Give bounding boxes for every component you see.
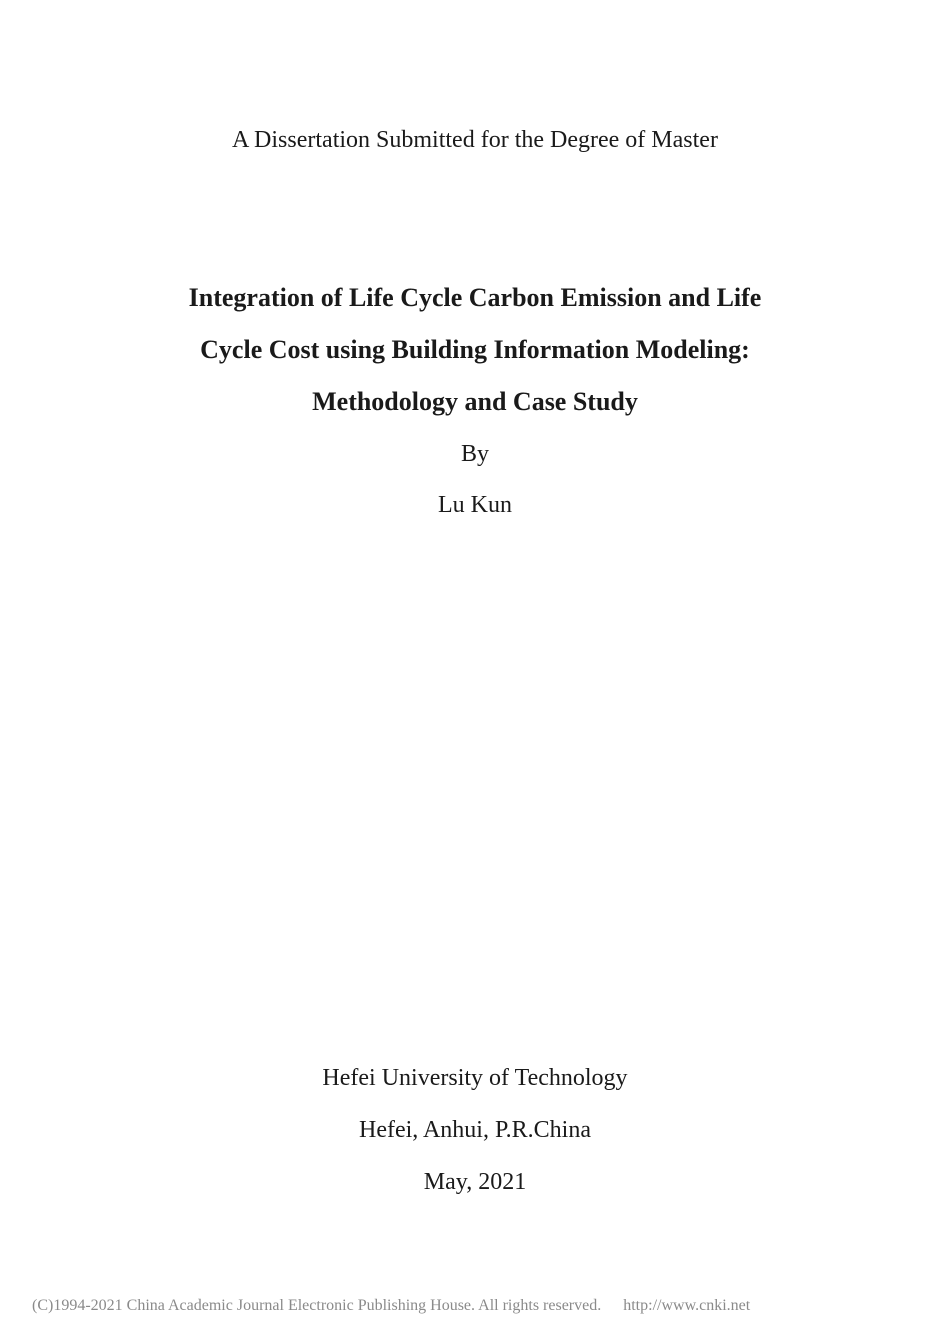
footer-url[interactable]: http://www.cnki.net — [623, 1297, 751, 1314]
title-line-3: Methodology and Case Study — [312, 387, 638, 416]
degree-statement: A Dissertation Submitted for the Degree of Master — [232, 127, 718, 153]
copyright-footer — [32, 1297, 750, 1315]
title-line-2: Cycle Cost using Building Information Modeling: — [200, 335, 750, 364]
university-location: Hefei, Anhui, P.R.China — [359, 1117, 591, 1143]
author-name: Lu Kun — [438, 492, 512, 518]
by-label: By — [460, 441, 489, 467]
submission-date: May, 2021 — [423, 1169, 527, 1195]
title-line-1: Integration of Life Cycle Carbon Emission and Life — [188, 283, 762, 312]
university-name: Hefei University of Technology — [322, 1065, 628, 1091]
copyright-text: (C)1994-2021 China Academic Journal Electronic Publishing House. All rights reserved. — [32, 1297, 602, 1314]
